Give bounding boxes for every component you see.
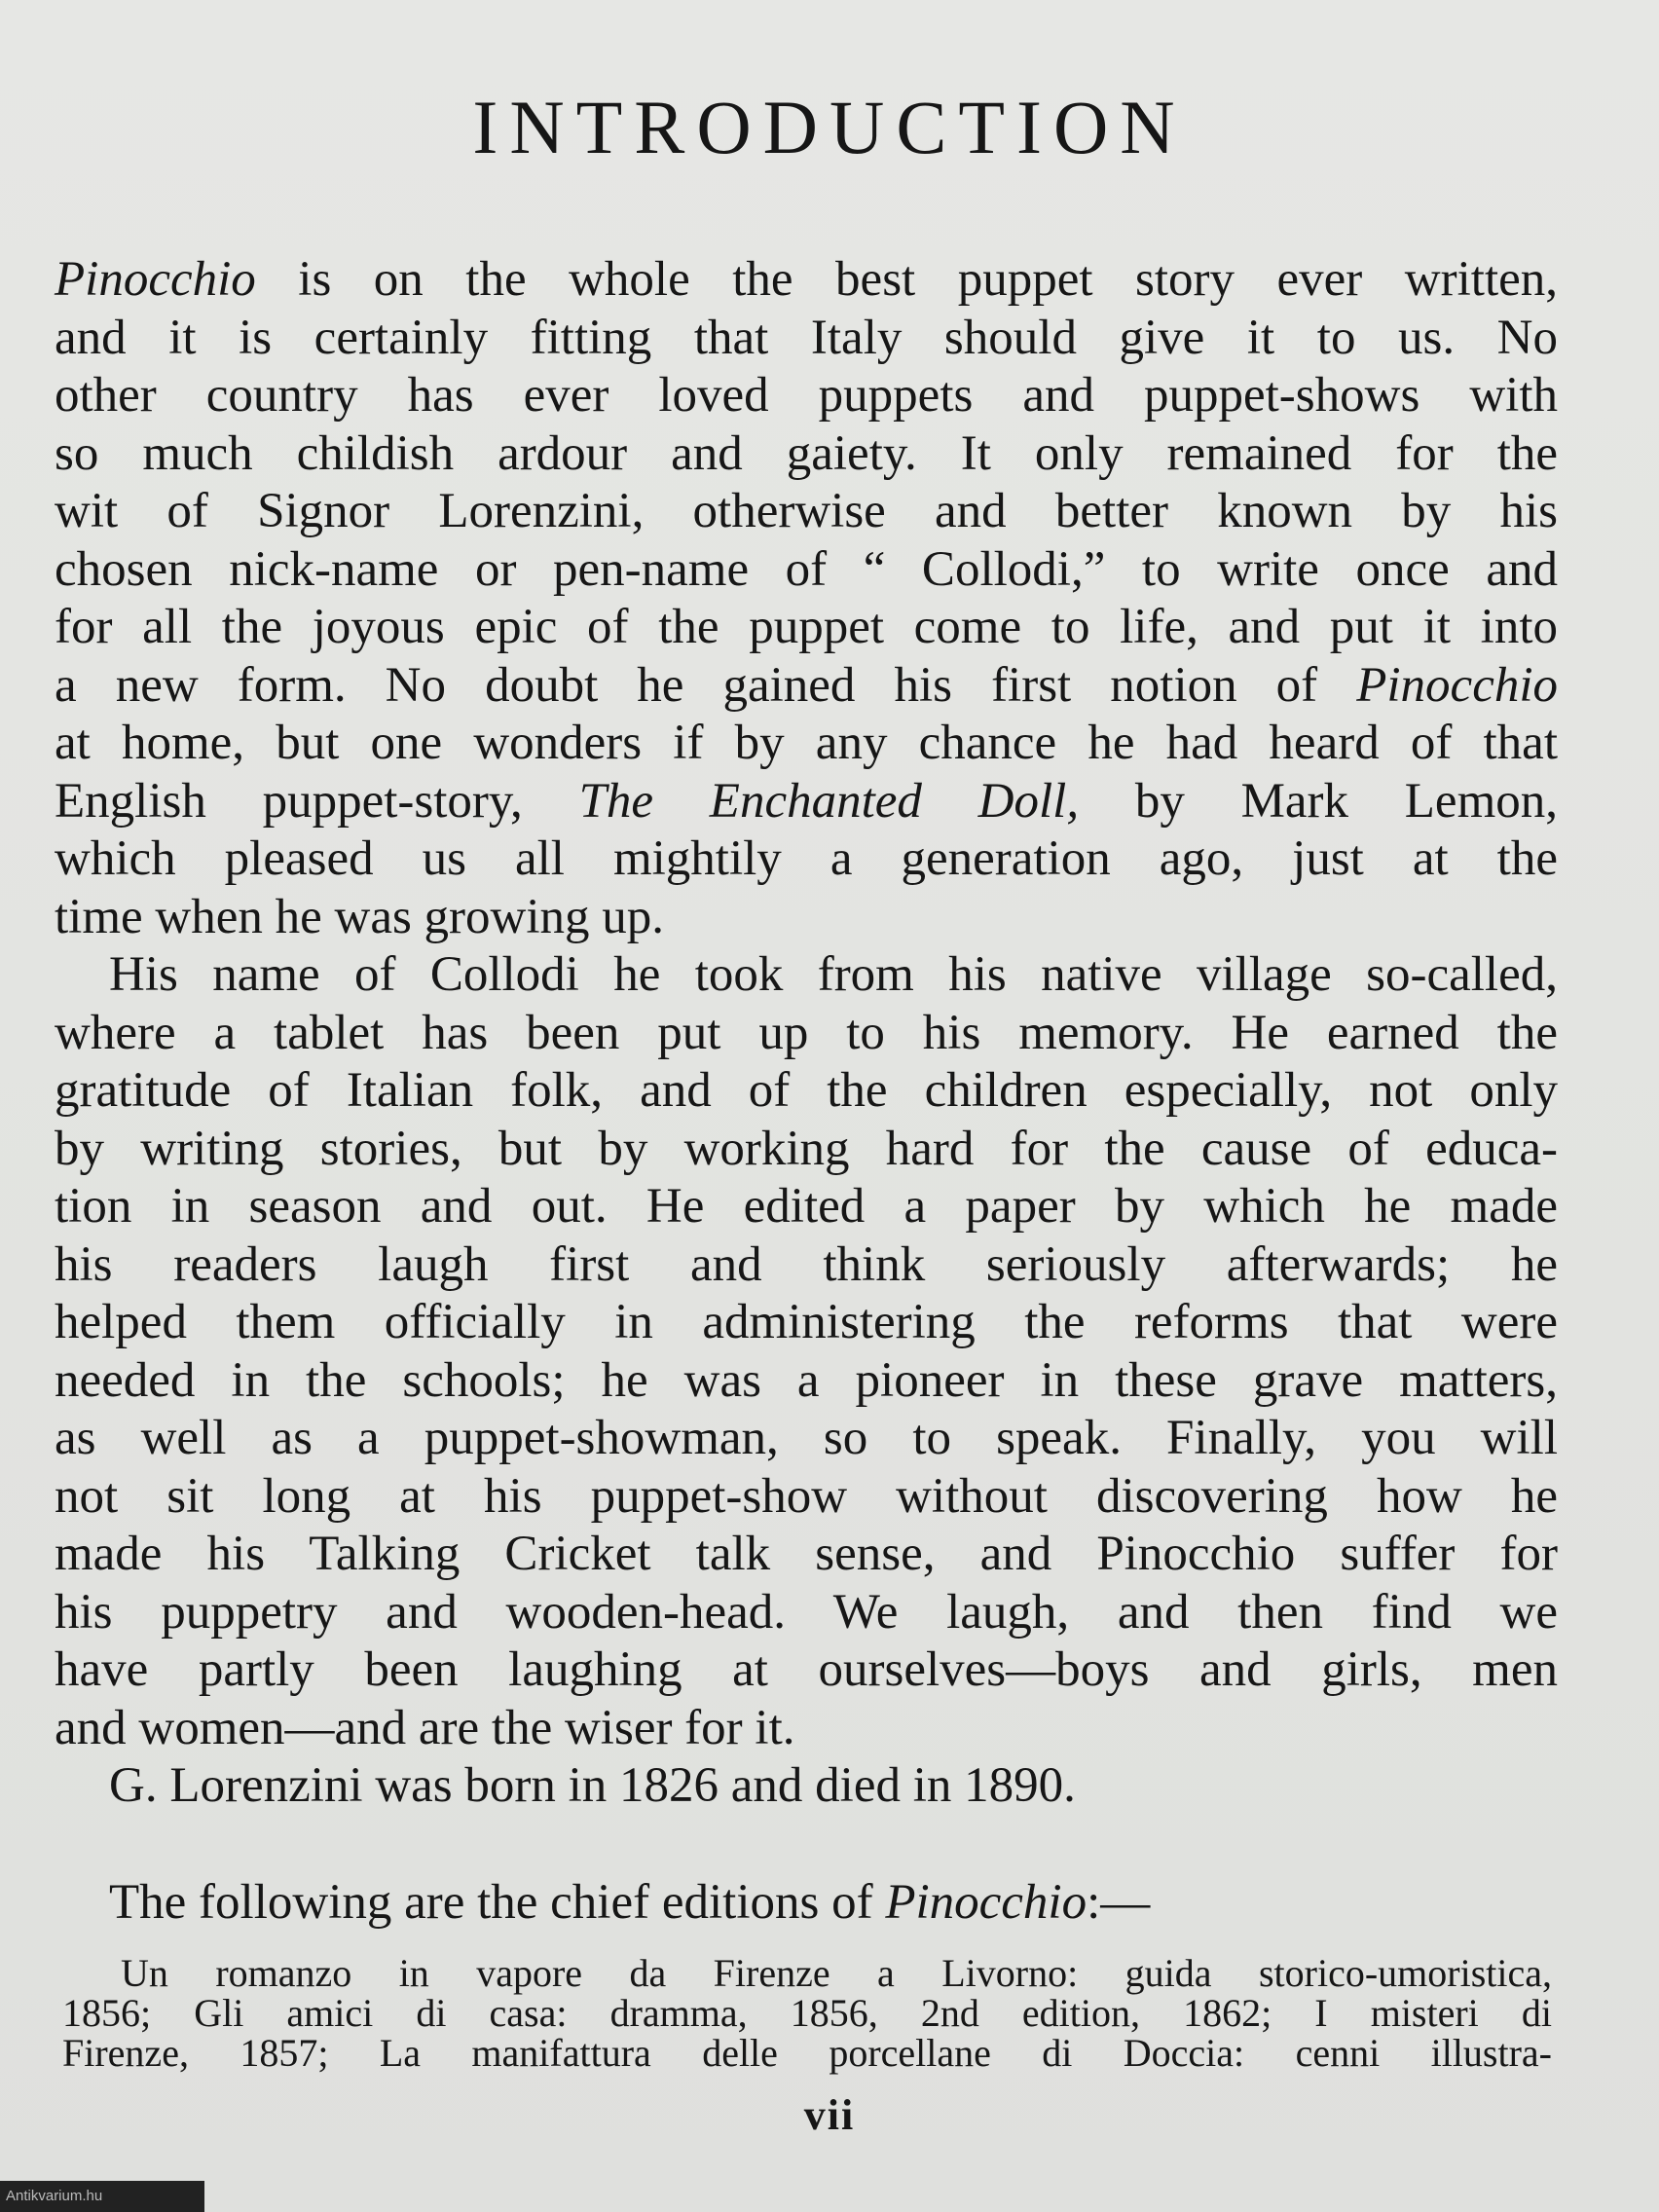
text-line: other country has ever loved puppets and puppet-shows with xyxy=(55,368,1558,423)
text-line: helped them officially in administering the reforms that were xyxy=(55,1295,1558,1349)
book-title-italic: Pinocchio xyxy=(1356,657,1558,713)
introduction-body xyxy=(55,251,1558,1933)
text-line: wit of Signor Lorenzini, otherwise and better known by his xyxy=(55,484,1558,538)
text-line: English puppet-story, The Enchanted Doll, by Mark Lemon, xyxy=(55,773,1558,829)
book-title-italic: Pinocchio xyxy=(885,1874,1088,1930)
editions-heading: The following are the chief editions of Pinocchio:— xyxy=(109,1874,1151,1930)
book-title-italic: Pinocchio xyxy=(55,252,256,307)
text-line: needed in the schools; he was a pioneer in these grave matters, xyxy=(55,1352,1558,1408)
text-line: G. Lorenzini was born in 1826 and died in 1890. xyxy=(109,1758,1076,1813)
text-line: his puppetry and wooden-head. We laugh, and then find we xyxy=(55,1584,1558,1640)
text-line: by writing stories, but by working hard for the cause of educa- xyxy=(55,1121,1558,1176)
text-line: Pinocchio is on the whole the best puppet story ever written, xyxy=(55,252,1558,307)
text-line: as well as a puppet-showman, so to speak. Finally, you will xyxy=(55,1411,1558,1465)
paragraph-3 xyxy=(55,1757,1558,1816)
text-line: for all the joyous epic of the puppet come to life, and put it into xyxy=(55,600,1558,654)
site-watermark: Antikvarium.hu xyxy=(0,2181,204,2212)
page-title: INTRODUCTION xyxy=(472,85,1187,169)
text-line: at home, but one wonders if by any chance he had heard of that xyxy=(55,716,1558,770)
text-line: his readers laugh first and think seriously afterwards; he xyxy=(55,1236,1558,1292)
text-line: and women—and are the wiser for it. xyxy=(55,1700,795,1755)
text-line: a new form. No doubt he gained his first notion of Pinocchio xyxy=(55,657,1558,713)
paragraph-2 xyxy=(55,946,1558,1757)
text-line: which pleased us all mightily a generation ago, just at the xyxy=(55,831,1558,886)
edition-line: 1856; Gli amici di casa: dramma, 1856, 2nd edition, 1862; I misteri di xyxy=(62,1991,1552,2035)
text-line: made his Talking Cricket talk sense, and Pinocchio suffer for xyxy=(55,1527,1558,1581)
text-line: His name of Collodi he took from his native village so-called, xyxy=(109,947,1558,1002)
text-line: where a tablet has been put up to his memory. He earned the xyxy=(55,1005,1558,1060)
text-line: not sit long at his puppet-show without discovering how he xyxy=(55,1468,1558,1524)
section-spacer xyxy=(55,1816,1558,1874)
text-line: tion in season and out. He edited a paper by which he made xyxy=(55,1179,1558,1234)
text-line: chosen nick-name or pen-name of “ Collodi,” to write once and xyxy=(55,541,1558,597)
text-line: gratitude of Italian folk, and of the children especially, not only xyxy=(55,1063,1558,1118)
paragraph-1 xyxy=(55,251,1558,946)
text-line: have partly been laughing at ourselves—boys and girls, men xyxy=(55,1642,1558,1697)
book-title-italic: The Enchanted Doll, xyxy=(578,773,1080,829)
text-line: so much childish ardour and gaiety. It only remained for the xyxy=(55,425,1558,481)
text-line: time when he was growing up. xyxy=(55,889,665,944)
editions-list xyxy=(62,1953,1552,2073)
edition-line: Un romanzo in vapore da Firenze a Livorno: guida storico-umoristica, xyxy=(121,1951,1552,1995)
text-line: and it is certainly fitting that Italy should give it to us. No xyxy=(55,310,1558,365)
edition-line: Firenze, 1857; La manifattura delle porcellane di Doccia: cenni illustra- xyxy=(62,2031,1552,2075)
page-number: vii xyxy=(803,2091,856,2139)
